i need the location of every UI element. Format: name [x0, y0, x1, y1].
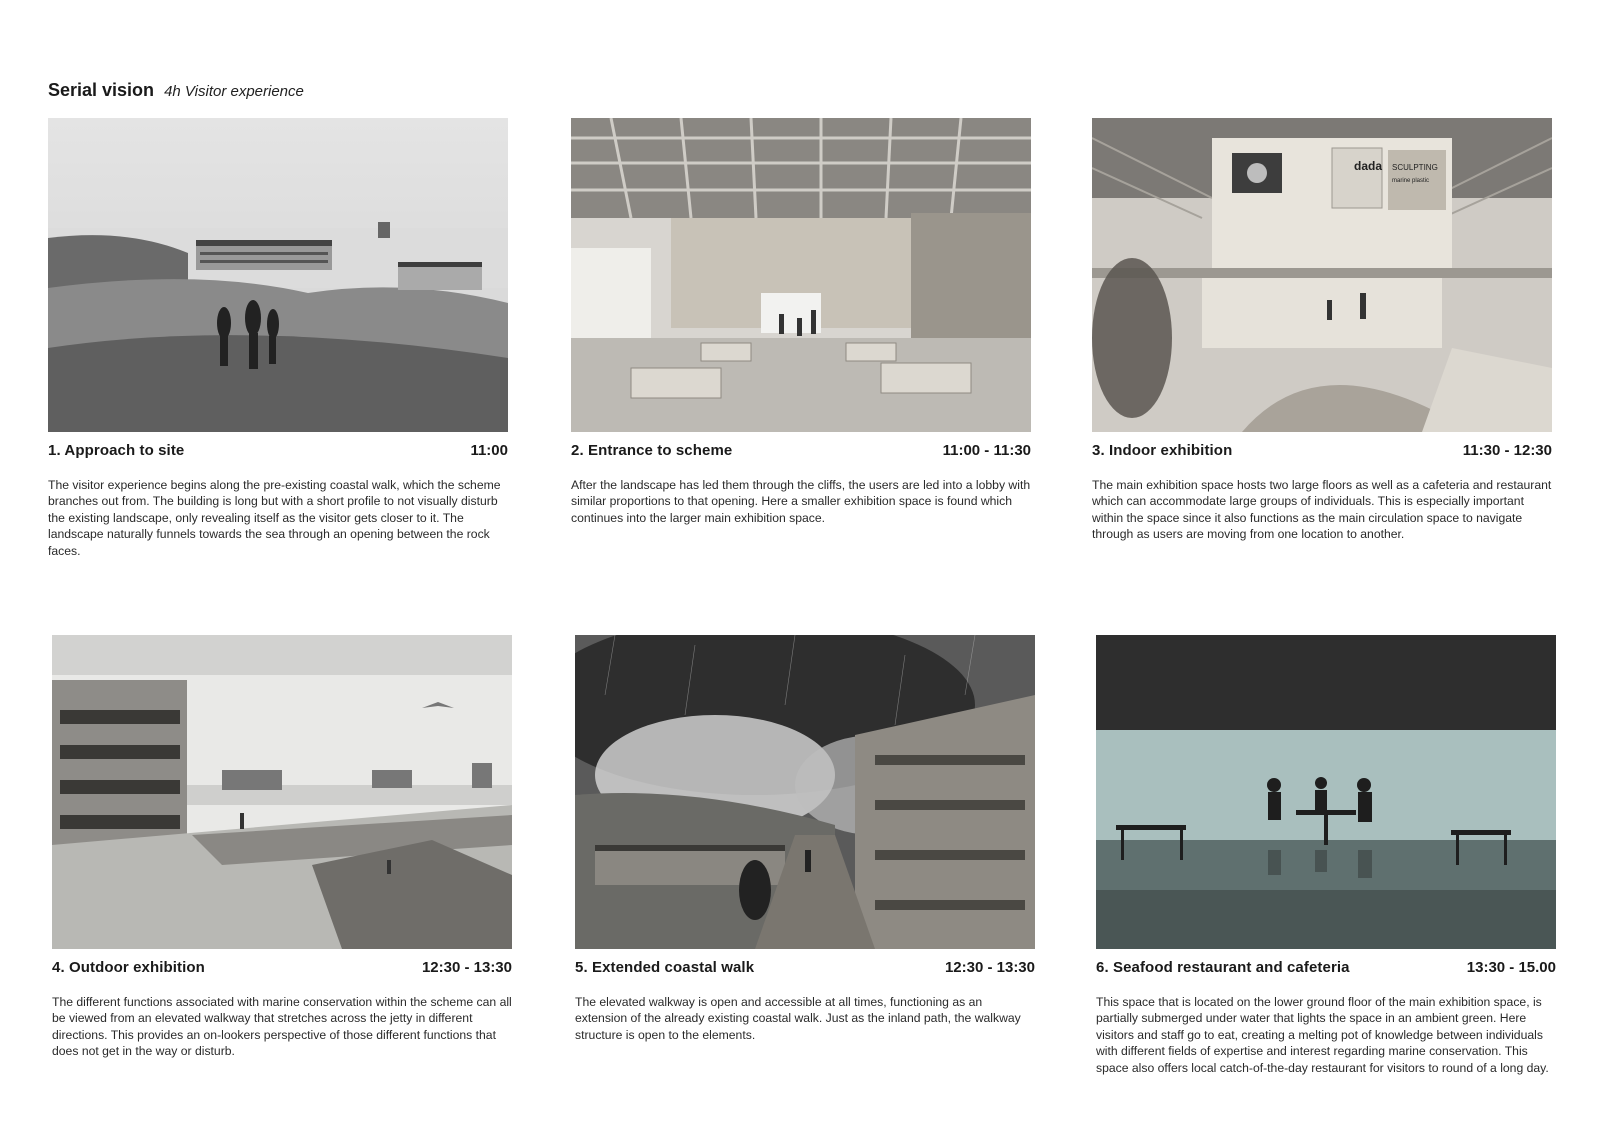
- vision-card-approach: [48, 118, 508, 559]
- approach-render-image: [48, 118, 508, 432]
- poster-marine-text: marine plastic: [1392, 178, 1430, 184]
- indoor-render-image: [1092, 118, 1552, 432]
- card-description: The visitor experience begins along the pre-existing coastal walk, which the scheme branches out from. The building is long but with a short profile to not visually disturb the existing landscape, only revealing itself as the visitor gets closer to it. The landscape naturally funnels towards the sea through an opening between the rock faces.: [48, 478, 501, 558]
- card-title: 1. Approach to site: [48, 442, 185, 459]
- card-title: 6. Seafood restaurant and cafeteria: [1096, 959, 1350, 976]
- card-title: 3. Indoor exhibition: [1092, 442, 1233, 459]
- card-title: 4. Outdoor exhibition: [52, 959, 205, 976]
- card-time: 12:30 - 13:30: [944, 959, 1035, 976]
- card-description: After the landscape has led them through the cliffs, the users are led into a lobby with similar proportions to that opening. Here a smaller exhibition space is found which continues into the larger main exhibition space.: [571, 478, 1031, 525]
- card-time: 13:30 - 15.00: [1466, 959, 1556, 976]
- vision-card-outdoor: [52, 635, 512, 1060]
- entrance-render-image: [571, 118, 1031, 432]
- page-subtitle: 4h Visitor experience: [164, 83, 304, 100]
- card-title: 2. Entrance to scheme: [571, 442, 733, 459]
- card-description: The different functions associated with marine conservation within the scheme can all be viewed from an elevated walkway that stretches across the jetty in different directions. This provides an on-lookers perspective of those different functions that does not get in the way or disturb.: [52, 995, 512, 1059]
- outdoor-render-image: [52, 635, 512, 949]
- page-title: Serial vision: [48, 80, 155, 100]
- vision-card-entrance: [571, 118, 1031, 526]
- card-description: The main exhibition space hosts two large floors as well as a cafeteria and restaurant which can accommodate large groups of individuals. This is especially important within the space since it also functions as the main circulation space to navigate through as users are moving from one location to another.: [1092, 478, 1552, 542]
- poster-dada-text: dada: [1354, 159, 1383, 173]
- poster-sculpting-text: SCULPTING: [1392, 163, 1438, 172]
- caption-row: [575, 959, 1035, 976]
- caption-row: [1096, 959, 1556, 976]
- card-time: 12:30 - 13:30: [421, 959, 512, 976]
- card-title: 5. Extended coastal walk: [575, 959, 755, 976]
- card-time: 11:30 - 12:30: [1462, 442, 1552, 459]
- card-description: This space that is located on the lower ground floor of the main exhibition space, is partially submerged under water that lights the space in an ambient green. Here visitors and staff go to eat, creating a melting pot of knowledge between individuals with different fields of expertise and interest regarding marine conservation. This space also offers local catch-of-the-day restaurant for visitors to round of a long day.: [1096, 995, 1549, 1075]
- vision-card-indoor: [1092, 118, 1552, 543]
- vision-card-restaurant: [1096, 635, 1556, 1076]
- coastal-walk-render-image: [575, 635, 1035, 949]
- caption-row: [48, 442, 508, 459]
- page-header: [48, 80, 304, 101]
- caption-row: [571, 442, 1031, 459]
- restaurant-render-image: [1096, 635, 1556, 949]
- caption-row: [1092, 442, 1552, 459]
- card-time: 11:00: [470, 442, 508, 459]
- card-time: 11:00 - 11:30: [942, 442, 1031, 459]
- card-description: The elevated walkway is open and accessible at all times, functioning as an extension of the already existing coastal walk. Just as the inland path, the walkway structure is open to the elements.: [575, 995, 1021, 1042]
- caption-row: [52, 959, 512, 976]
- vision-card-coastal-walk: [575, 635, 1035, 1043]
